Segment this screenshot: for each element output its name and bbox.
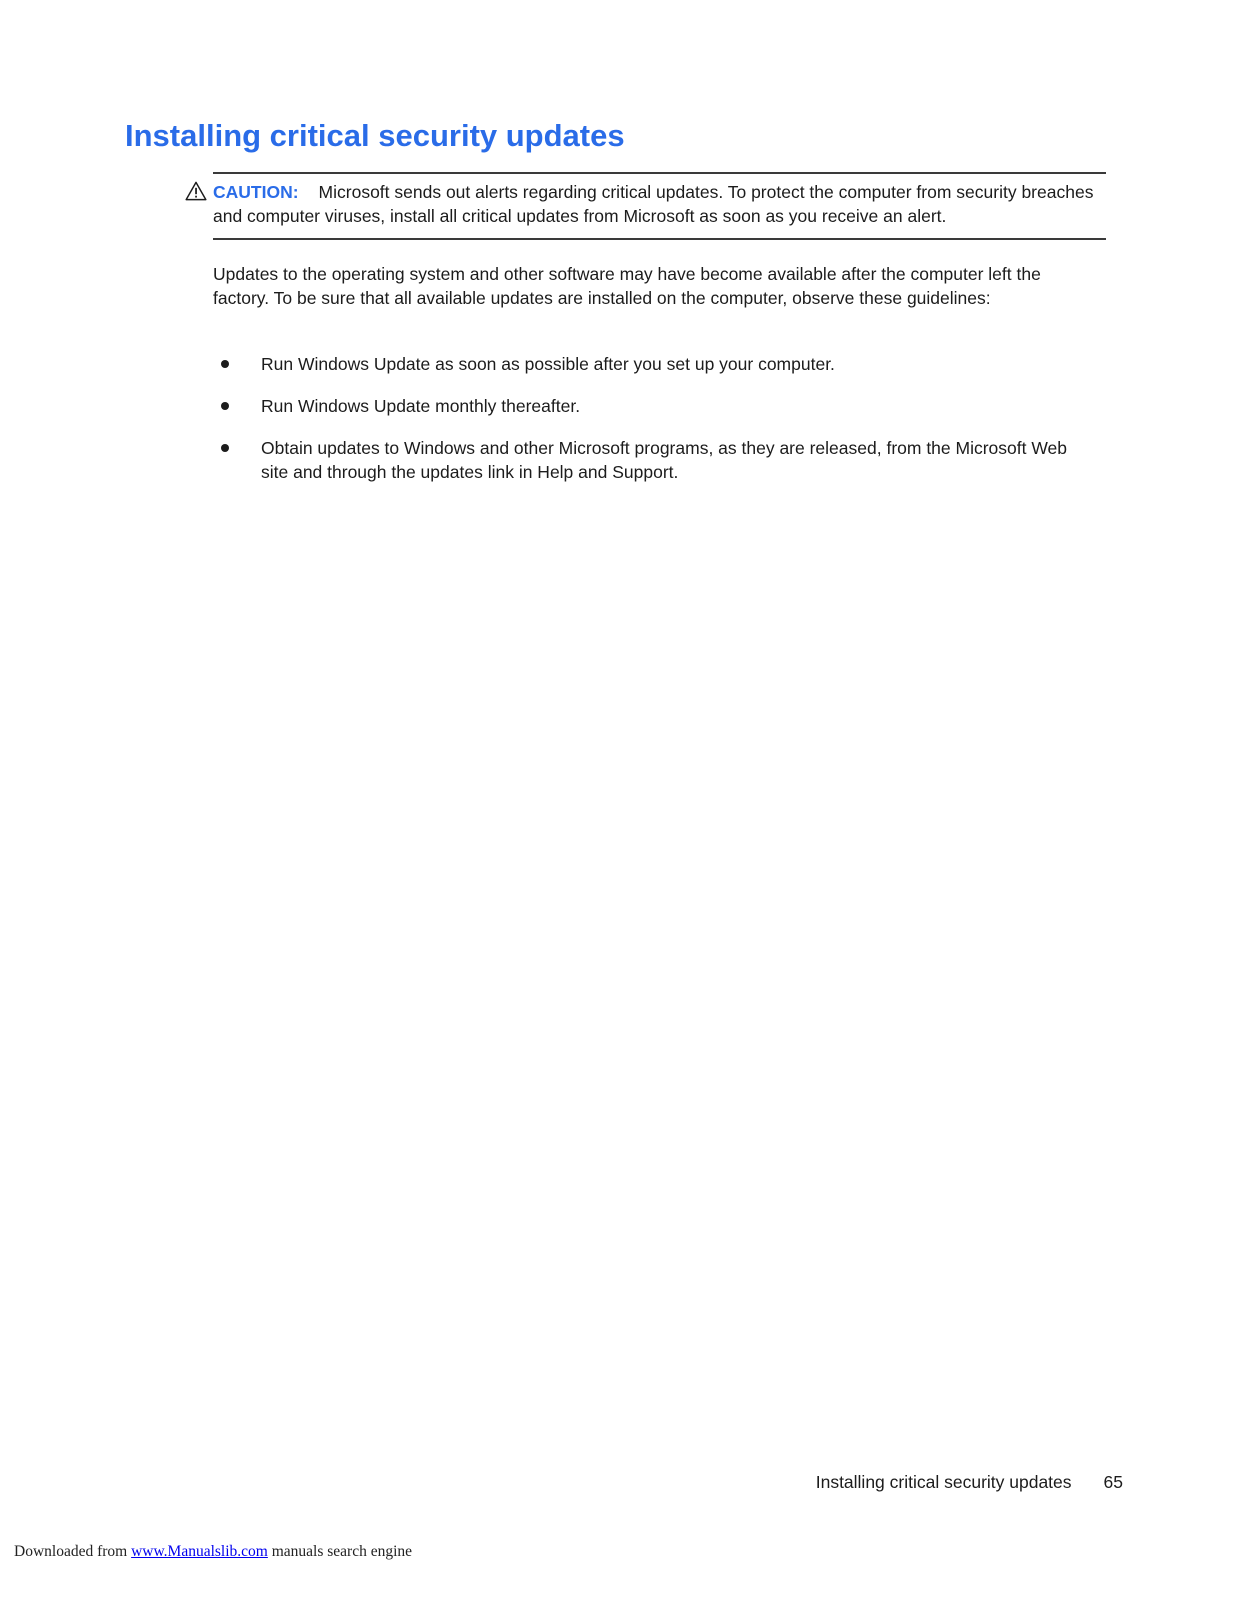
caution-label: CAUTION: xyxy=(213,182,299,202)
watermark xyxy=(14,1543,412,1561)
bullet-text: Run Windows Update as soon as possible after you set up your computer. xyxy=(261,354,835,374)
list-item xyxy=(213,352,1098,376)
bullet-text: Run Windows Update monthly thereafter. xyxy=(261,396,581,416)
watermark-prefix: Downloaded from xyxy=(14,1543,132,1560)
page-title: Installing critical security updates xyxy=(125,118,625,153)
footer-page-number: 65 xyxy=(1103,1472,1123,1492)
bullet-text: Obtain updates to Windows and other Microsoft programs, as they are released, from the Microsoft Web site and through the updates link in Help and Support. xyxy=(261,438,1068,482)
caution-box xyxy=(213,172,1106,240)
bullet-dot-icon xyxy=(221,444,229,452)
warning-triangle-icon xyxy=(185,181,207,201)
bullet-dot-icon xyxy=(221,360,229,368)
manualslib-link[interactable]: www.Manualslib.com xyxy=(131,1543,268,1560)
footer-running-title: Installing critical security updates xyxy=(815,1472,1072,1492)
list-item xyxy=(213,394,1098,418)
intro-paragraph: Updates to the operating system and other software may have become available after the computer left the factory. To be sure that all available updates are installed on the computer, observe these guidelines: xyxy=(213,264,1041,308)
page-footer xyxy=(816,1472,1123,1493)
caution-text: Microsoft sends out alerts regarding critical updates. To protect the computer from security breaches and computer viruses, install all critical updates from Microsoft as soon as you receive an alert. xyxy=(213,182,1094,226)
list-item xyxy=(213,436,1098,484)
bullet-list xyxy=(213,352,1098,502)
bullet-dot-icon xyxy=(221,402,229,410)
watermark-suffix: manuals search engine xyxy=(267,1543,413,1560)
caution-paragraph xyxy=(213,180,1106,228)
